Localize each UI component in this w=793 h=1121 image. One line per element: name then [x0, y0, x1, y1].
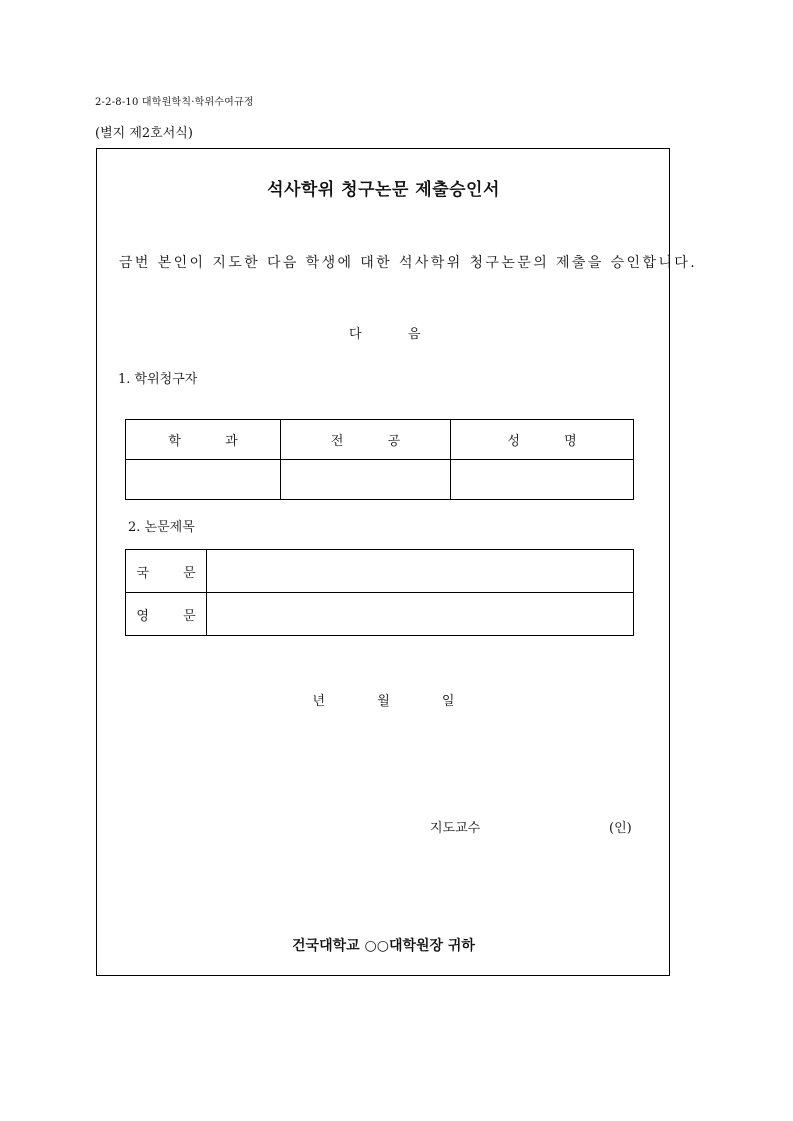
section-applicant-title: 1. 학위청구자: [118, 372, 198, 387]
year-label: 년: [312, 694, 326, 709]
thesis-title-table: [125, 549, 634, 636]
day-label: 일: [441, 694, 455, 709]
approval-statement: 금번 본인이 지도한 다음 학생에 대한 석사학위 청구논문의 제출을 승인합니다.: [119, 255, 698, 271]
table-row: [126, 460, 634, 500]
advisor-label: 지도교수: [430, 821, 481, 836]
applicant-table: [125, 419, 634, 500]
table-header-row: [126, 420, 634, 460]
da-label: 다: [349, 327, 362, 342]
eum-label: 음: [408, 327, 421, 342]
name-field[interactable]: [451, 460, 634, 500]
section-thesis-title: 2. 논문제목: [128, 520, 195, 535]
date-line: [0, 690, 767, 709]
month-label: 월: [377, 694, 390, 709]
department-field[interactable]: [126, 460, 281, 500]
attachment-label: (별지 제2호서식): [95, 126, 193, 141]
major-header: 전 공: [281, 420, 451, 460]
table-row: [126, 593, 634, 636]
addressee: 건국대학교 ○○대학원장 귀하: [292, 938, 475, 954]
korean-title-label: 국 문: [126, 550, 207, 593]
english-title-label: 영 문: [126, 593, 207, 636]
name-header: 성 명: [451, 420, 634, 460]
document-reference: 2-2-8-10 대학원학칙·학위수여규정: [95, 97, 254, 108]
korean-title-field[interactable]: [207, 550, 634, 593]
department-header: 학 과: [126, 420, 281, 460]
english-title-field[interactable]: [207, 593, 634, 636]
form-title: 석사학위 청구논문 제출승인서: [267, 180, 500, 200]
seal-mark: (인): [609, 821, 632, 836]
table-row: [126, 550, 634, 593]
major-field[interactable]: [281, 460, 451, 500]
